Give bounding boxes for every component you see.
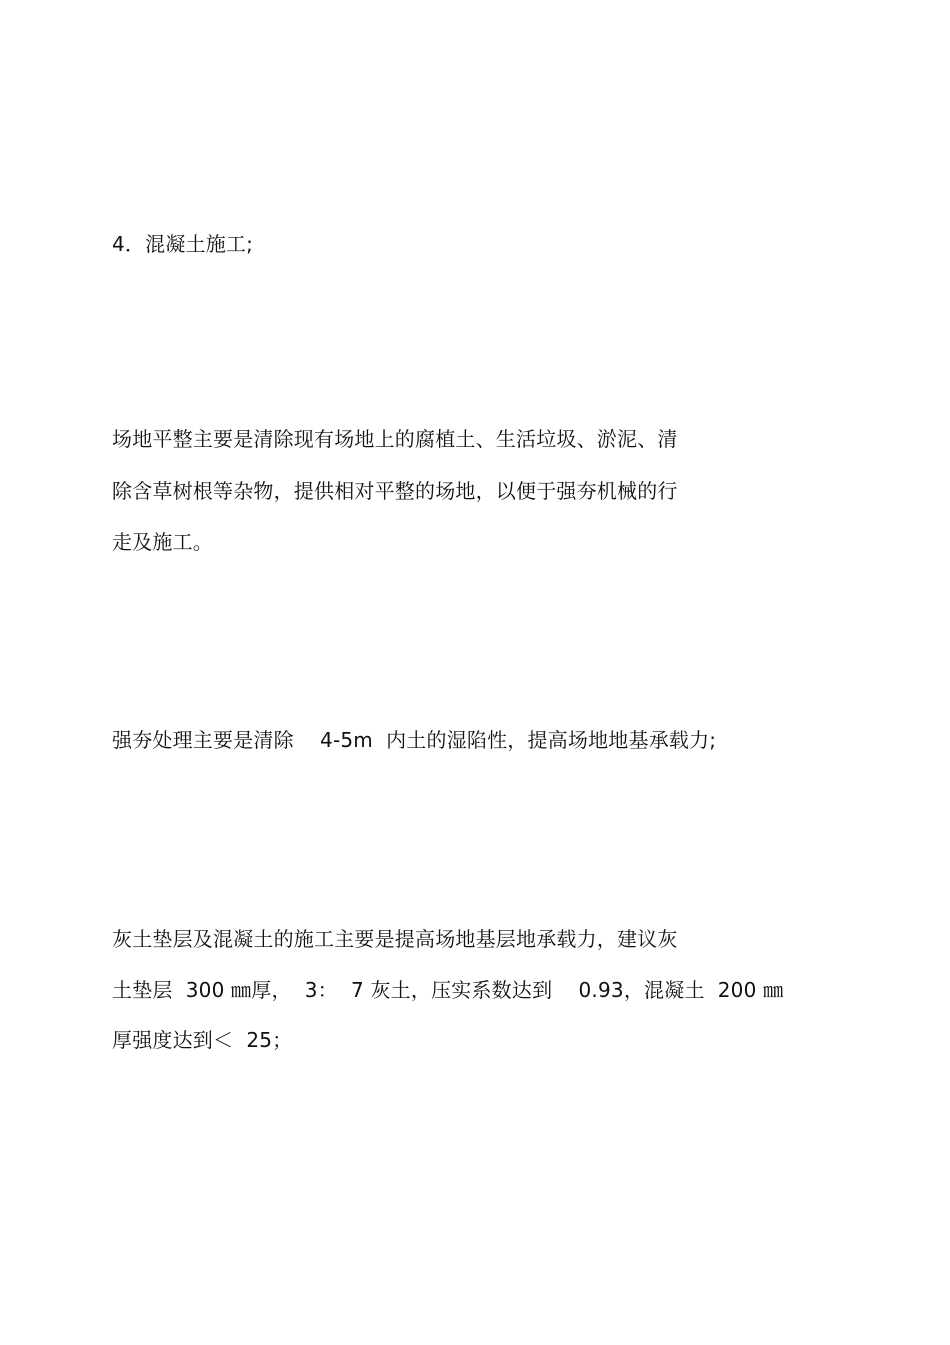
paragraph-dynamic-compaction-line-1: 强夯处理主要是清除 4-5m 内土的湿陷性，提高场地地基承载力;: [112, 728, 717, 752]
paragraph-site-leveling-line-2: 除含草树根等杂物，提供相对平整的场地，以便于强夯机械的行: [112, 479, 678, 503]
paragraph-lime-soil-line-3: 厚强度达到＜ 25；: [112, 1028, 293, 1052]
paragraph-lime-soil-line-1: 灰土垫层及混凝土的施工主要是提高场地基层地承载力，建议灰: [112, 927, 678, 951]
section-heading: 4．混凝土施工;: [112, 232, 254, 256]
paragraph-lime-soil-line-2: 土垫层 300 ㎜厚， 3： 7 灰土，压实系数达到 0.93，混凝土 200 ㎜: [112, 978, 784, 1002]
paragraph-site-leveling-line-3: 走及施工。: [112, 530, 213, 554]
paragraph-site-leveling-line-1: 场地平整主要是清除现有场地上的腐植土、生活垃圾、淤泥、清: [112, 427, 678, 451]
